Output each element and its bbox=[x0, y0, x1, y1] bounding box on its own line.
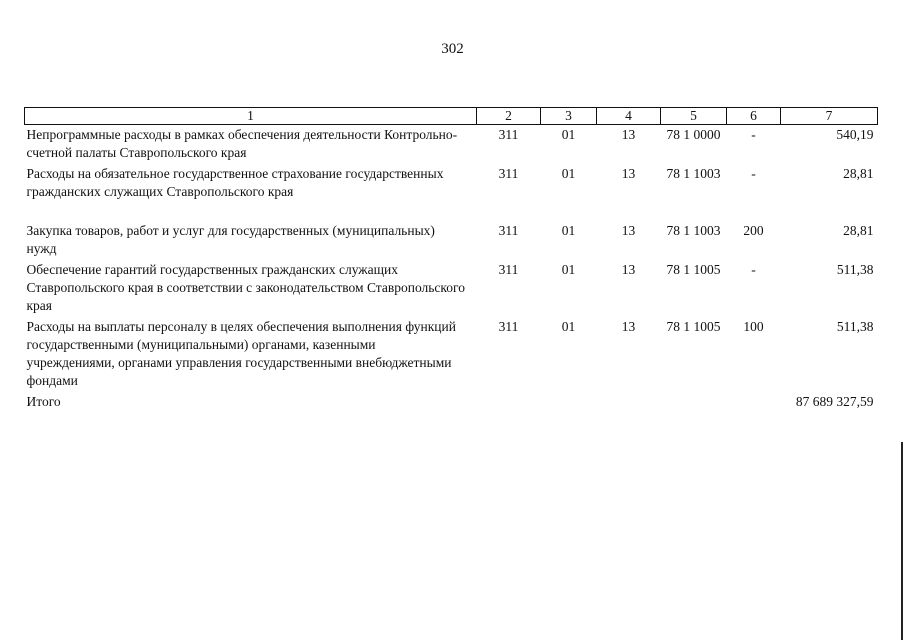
row-name: Закупка товаров, работ и услуг для государственных (муниципальных) нужд bbox=[26, 223, 435, 256]
row-name: Расходы на выплаты персоналу в целях обеспечения выполнения функций государственными (муниципальными) органами, казенными учреждениями, органами управления государственными внебюджетными фондами bbox=[26, 319, 456, 388]
column-header: 4 bbox=[597, 108, 661, 125]
row-amount: 540,19 bbox=[836, 127, 874, 142]
total-label: Итого bbox=[26, 394, 61, 409]
row-vr: 100 bbox=[743, 319, 764, 334]
row-ved: 311 bbox=[498, 262, 519, 277]
table-row bbox=[25, 260, 878, 317]
table-row bbox=[25, 221, 878, 260]
row-pr: 13 bbox=[621, 262, 636, 277]
table-row bbox=[25, 317, 878, 392]
row-amount: 28,81 bbox=[843, 223, 874, 238]
total-row bbox=[25, 392, 878, 413]
row-csr: 78 1 1003 bbox=[666, 223, 721, 238]
column-header: 6 bbox=[727, 108, 781, 125]
row-ved: 311 bbox=[498, 127, 519, 142]
row-pr: 13 bbox=[621, 319, 636, 334]
row-name: Обеспечение гарантий государственных гражданских служащих Ставропольского края в соответствии с законодательством Ставропольского края bbox=[26, 262, 465, 313]
scan-edge-line bbox=[901, 442, 903, 640]
row-rz: 01 bbox=[561, 166, 576, 181]
column-header: 1 bbox=[25, 108, 477, 125]
table-row bbox=[25, 164, 878, 221]
row-rz: 01 bbox=[561, 262, 576, 277]
row-amount: 511,38 bbox=[836, 319, 874, 334]
row-ved: 311 bbox=[498, 166, 519, 181]
row-rz: 01 bbox=[561, 319, 576, 334]
row-vr: 200 bbox=[743, 223, 764, 238]
column-header-row bbox=[25, 108, 878, 125]
column-header: 3 bbox=[541, 108, 597, 125]
column-header: 5 bbox=[661, 108, 727, 125]
row-rz: 01 bbox=[561, 223, 576, 238]
row-pr: 13 bbox=[621, 166, 636, 181]
row-amount: 511,38 bbox=[836, 262, 874, 277]
row-vr: - bbox=[751, 166, 756, 181]
column-header: 7 bbox=[781, 108, 878, 125]
row-vr: - bbox=[751, 127, 756, 142]
row-name: Расходы на обязательное государственное страхование государственных гражданских служащих Ставропольского края bbox=[26, 166, 444, 199]
row-vr: - bbox=[751, 262, 756, 277]
row-pr: 13 bbox=[621, 127, 636, 142]
budget-table bbox=[24, 107, 878, 413]
row-csr: 78 1 1005 bbox=[666, 262, 721, 277]
table-row bbox=[25, 125, 878, 165]
page-number: 302 bbox=[441, 41, 464, 57]
total-amount: 87 689 327,59 bbox=[795, 394, 874, 409]
row-amount: 28,81 bbox=[843, 166, 874, 181]
row-ved: 311 bbox=[498, 223, 519, 238]
row-pr: 13 bbox=[621, 223, 636, 238]
row-ved: 311 bbox=[498, 319, 519, 334]
row-rz: 01 bbox=[561, 127, 576, 142]
row-csr: 78 1 1005 bbox=[666, 319, 721, 334]
row-csr: 78 1 1003 bbox=[666, 166, 721, 181]
column-header: 2 bbox=[477, 108, 541, 125]
row-name: Непрограммные расходы в рамках обеспечения деятельности Контрольно-счетной палаты Ставропольского края bbox=[26, 127, 458, 160]
row-csr: 78 1 0000 bbox=[666, 127, 721, 142]
